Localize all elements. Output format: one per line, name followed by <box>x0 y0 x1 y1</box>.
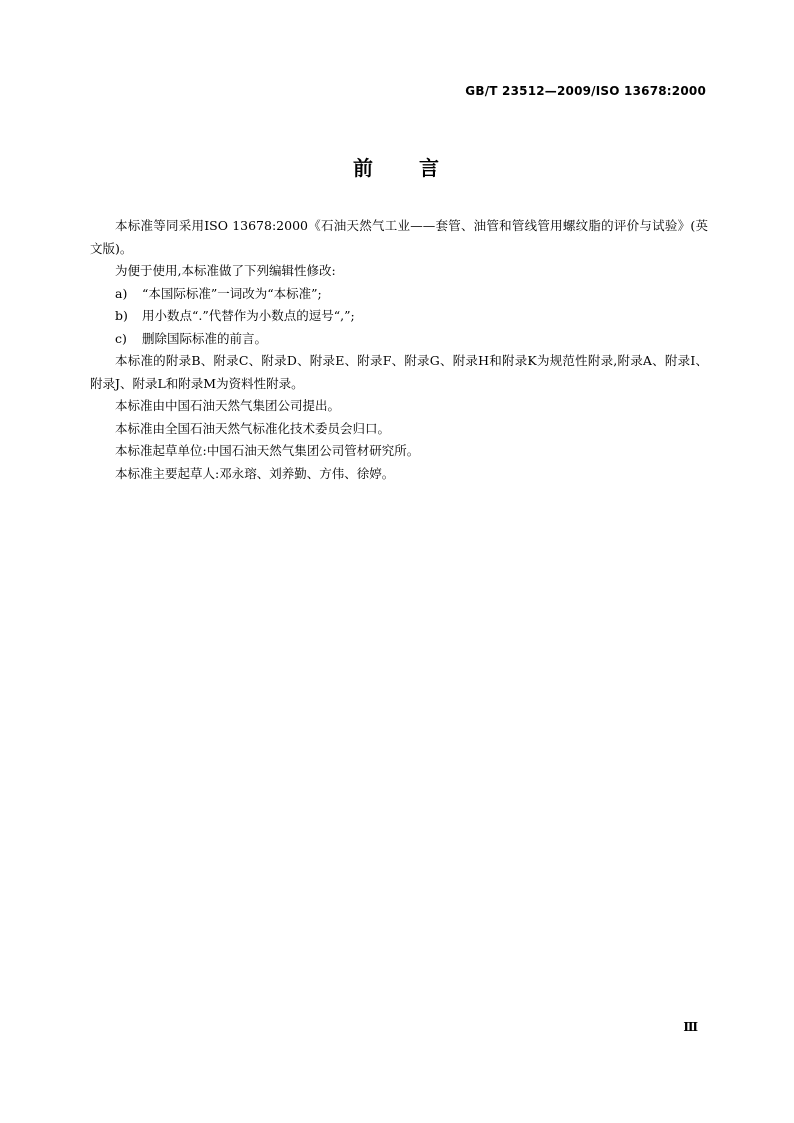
foreword-body <box>90 215 708 485</box>
paragraph-edit-intro: 为便于使用,本标准做了下列编辑性修改: <box>115 263 336 278</box>
list-marker: a) <box>115 285 128 301</box>
paragraph-proposer: 本标准由中国石油天然气集团公司提出。 <box>115 398 341 413</box>
paragraph-drafters: 本标准主要起草人:邓永瑢、刘养勤、方伟、徐婷。 <box>115 465 395 481</box>
paragraph-adoption: 本标准等同采用ISO 13678:2000《石油天然气工业——套管、油管和管线管用螺纹脂的评价与试验》(英文版)。 <box>90 218 708 256</box>
page-number: Ⅲ <box>683 1020 698 1034</box>
list-item <box>90 305 708 328</box>
list-item <box>90 283 708 306</box>
page-title: 前 言 <box>353 156 441 180</box>
standard-code: GB/T 23512—2009/ISO 13678:2000 <box>465 84 706 98</box>
list-marker: b) <box>115 308 128 323</box>
list-text: 用小数点“.”代替作为小数点的逗号“,”; <box>142 308 355 323</box>
list-marker: c) <box>115 330 127 346</box>
paragraph-committee: 本标准由全国石油天然气标准化技术委员会归口。 <box>115 420 391 436</box>
paragraph-drafting-unit: 本标准起草单位:中国石油天然气集团公司管材研究所。 <box>115 443 420 458</box>
list-item <box>90 328 708 351</box>
list-text: 删除国际标准的前言。 <box>142 330 268 346</box>
list-text: “本国际标准”一词改为“本标准”; <box>142 285 322 301</box>
paragraph-annexes: 本标准的附录B、附录C、附录D、附录E、附录F、附录G、附录H和附录K为规范性附录,附录A、附录I、附录J、附录L和附录M为资料性附录。 <box>90 353 708 391</box>
